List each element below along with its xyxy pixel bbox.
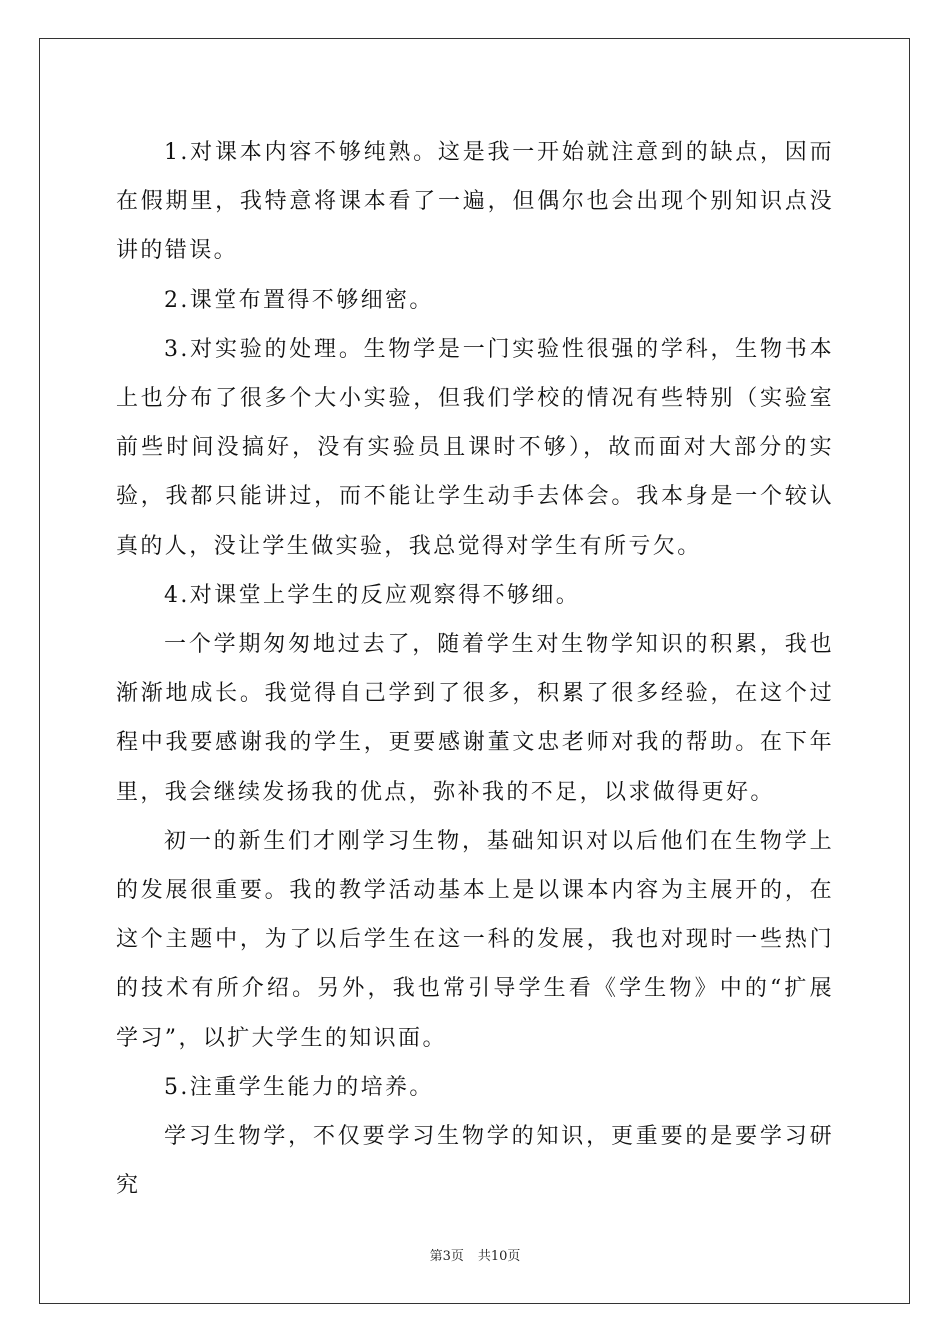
page-footer (0, 1245, 950, 1264)
document-body (116, 128, 834, 1210)
paragraph: 4.对课堂上学生的反应观察得不够细。 (164, 582, 581, 608)
paragraph: 1.对课本内容不够纯熟。这是我一开始就注意到的缺点，因而在假期里，我特意将课本看了一遍，但偶尔也会出现个别知识点没讲的错误。 (116, 140, 834, 264)
paragraph: 5.注重学生能力的培养。 (164, 1074, 434, 1100)
paragraph: 一个学期匆匆地过去了，随着学生对生物学知识的积累，我也渐渐地成长。我觉得自己学到了很多，积累了很多经验，在这个过程中我要感谢我的学生，更要感谢董文忠老师对我的帮助。在下年里，我会继续发扬我的优点，弥补我的不足，以求做得更好。 (116, 632, 834, 805)
page-number: 第3页 (429, 1249, 464, 1264)
paragraph: 学习生物学，不仅要学习生物学的知识，更重要的是要学习研究 (116, 1124, 834, 1199)
paragraph: 3.对实验的处理。生物学是一门实验性很强的学科，生物书本上也分布了很多个大小实验，但我们学校的情况有些特别（实验室前些时间没搞好，没有实验员且课时不够），故而面对大部分的实验，我都只能讲过，而不能让学生动手去体会。我本身是一个较认真的人，没让学生做实验，我总觉得对学生有所亏欠。 (116, 336, 834, 559)
paragraph: 初一的新生们才刚学习生物，基础知识对以后他们在生物学上的发展很重要。我的教学活动基本上是以课本内容为主展开的，在这个主题中，为了以后学生在这一科的发展，我也对现时一些热门的技术有所介绍。另外，我也常引导学生看《学生物》中的“扩展学习”，以扩大学生的知识面。 (116, 828, 834, 1051)
paragraph: 2.课堂布置得不够细密。 (164, 287, 434, 313)
page-total: 共10页 (477, 1249, 521, 1264)
